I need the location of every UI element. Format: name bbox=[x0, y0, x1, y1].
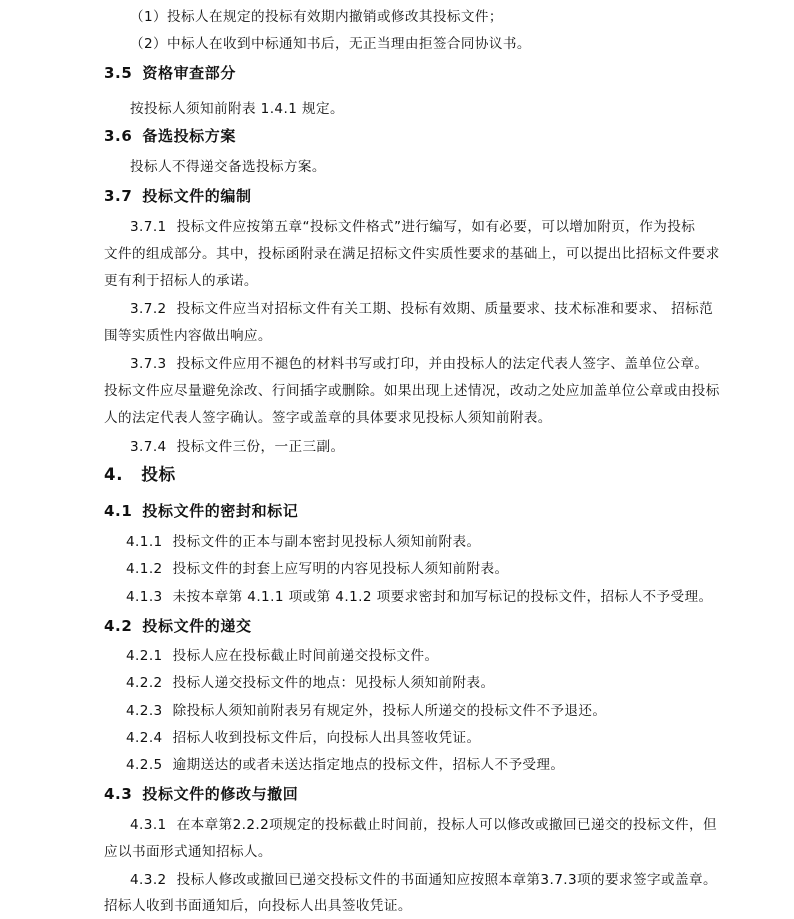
chapter-heading-4 bbox=[104, 466, 794, 484]
clause-number: 4.1.2 bbox=[126, 561, 163, 577]
paragraph-line: 更有利于招标人的承诺。 bbox=[104, 273, 258, 289]
paragraph-line: 文件的组成部分。其中，投标函附录在满足招标文件实质性要求的基础上，可以提出比招标文件要求 bbox=[104, 246, 720, 262]
paragraph-line: 应以书面形式通知招标人。 bbox=[104, 844, 272, 860]
section-number: 4.2 bbox=[104, 617, 133, 635]
paragraph-line: 投标文件应尽量避免涂改、行间插字或删除。如果出现上述情况，改动之处应加盖单位公章或由投标 bbox=[104, 383, 720, 399]
paragraph-line: 3.7.1 投标文件应按第五章“投标文件格式”进行编写，如有必要，可以增加附页，作为投标 bbox=[130, 219, 696, 235]
paragraph-line: （2）中标人在收到中标通知书后，无正当理由拒签合同协议书。 bbox=[130, 36, 531, 52]
section-heading-3-5 bbox=[104, 64, 794, 82]
paragraph-line: 投标人不得递交备选投标方案。 bbox=[130, 159, 326, 175]
clause-number: 4.2.1 bbox=[126, 648, 163, 664]
paragraph-line: 3.7.4 投标文件三份，一正三副。 bbox=[130, 439, 345, 455]
clause-number: 4.2.2 bbox=[126, 675, 163, 691]
list-item: 4.2.3 除投标人须知前附表另有规定外，投标人所递交的投标文件不予退还。 bbox=[126, 703, 607, 719]
list-item: 4.2.4 招标人收到投标文件后，向投标人出具签收凭证。 bbox=[126, 730, 481, 746]
clause-number: 4.2.5 bbox=[126, 757, 163, 773]
paragraph-line: 招标人收到书面通知后，向投标人出具签收凭证。 bbox=[104, 898, 412, 914]
list-item: 4.2.5 逾期送达的或者未送达指定地点的投标文件，招标人不予受理。 bbox=[126, 757, 565, 773]
list-item: 4.1.2 投标文件的封套上应写明的内容见投标人须知前附表。 bbox=[126, 561, 509, 577]
section-number: 3.7 bbox=[104, 187, 133, 205]
section-title: 备选投标方案 bbox=[142, 127, 236, 145]
section-number: 3.6 bbox=[104, 127, 133, 145]
paragraph-line: 人的法定代表人签字确认。签字或盖章的具体要求见投标人须知前附表。 bbox=[104, 410, 552, 426]
paragraph-line: 4.3.1 在本章第2.2.2项规定的投标截止时间前，投标人可以修改或撤回已递交的投标文件，但 bbox=[130, 817, 717, 833]
paragraph-line: 4.3.2 投标人修改或撤回已递交投标文件的书面通知应按照本章第3.7.3项的要求签字或盖章。 bbox=[130, 872, 717, 888]
section-title: 投标文件的密封和标记 bbox=[142, 502, 299, 520]
clause-number: 3.7.4 bbox=[130, 439, 167, 455]
paragraph-line: 3.7.3 投标文件应用不褪色的材料书写或打印，并由投标人的法定代表人签字、盖单位公章。 bbox=[130, 356, 709, 372]
section-number: 3.5 bbox=[104, 64, 133, 82]
list-item: 4.1.3 未按本章第 4.1.1 项或第 4.1.2 项要求密封和加写标记的投标文件，招标人不予受理。 bbox=[126, 589, 713, 605]
section-title: 资格审查部分 bbox=[142, 64, 236, 82]
paragraph-line: 按投标人须知前附表 1.4.1 规定。 bbox=[130, 101, 344, 117]
section-title: 投标文件的修改与撤回 bbox=[142, 785, 299, 803]
clause-number: 3.7.3 bbox=[130, 356, 167, 372]
clause-number: 4.1.1 bbox=[126, 534, 163, 550]
clause-number: 4.3.2 bbox=[130, 872, 167, 888]
paragraph-line: 围等实质性内容做出响应。 bbox=[104, 328, 272, 344]
paragraph-line: （1）投标人在规定的投标有效期内撤销或修改其投标文件； bbox=[130, 9, 503, 25]
clause-number: 3.7.1 bbox=[130, 219, 167, 235]
list-item: 4.2.2 投标人递交投标文件的地点：见投标人须知前附表。 bbox=[126, 675, 495, 691]
clause-number: 4.2.4 bbox=[126, 730, 163, 746]
clause-number: 4.1.3 bbox=[126, 589, 163, 605]
section-number: 4. bbox=[104, 465, 124, 484]
list-item: 4.1.1 投标文件的正本与副本密封见投标人须知前附表。 bbox=[126, 534, 481, 550]
section-heading-4-3 bbox=[104, 785, 794, 803]
section-heading-3-7 bbox=[104, 187, 794, 205]
clause-number: 4.2.3 bbox=[126, 703, 163, 719]
section-heading-3-6 bbox=[104, 127, 794, 145]
clause-number: 3.7.2 bbox=[130, 301, 167, 317]
section-number: 4.1 bbox=[104, 502, 133, 520]
section-title: 投标文件的递交 bbox=[142, 617, 252, 635]
section-heading-4-2 bbox=[104, 617, 794, 635]
section-title: 投标 bbox=[141, 465, 176, 484]
list-item: 4.2.1 投标人应在投标截止时间前递交投标文件。 bbox=[126, 648, 439, 664]
section-title: 投标文件的编制 bbox=[142, 187, 252, 205]
section-number: 4.3 bbox=[104, 785, 133, 803]
section-heading-4-1 bbox=[104, 502, 794, 520]
paragraph-line: 3.7.2 投标文件应当对招标文件有关工期、投标有效期、质量要求、技术标准和要求、 招标范 bbox=[130, 301, 714, 317]
clause-number: 4.3.1 bbox=[130, 817, 167, 833]
